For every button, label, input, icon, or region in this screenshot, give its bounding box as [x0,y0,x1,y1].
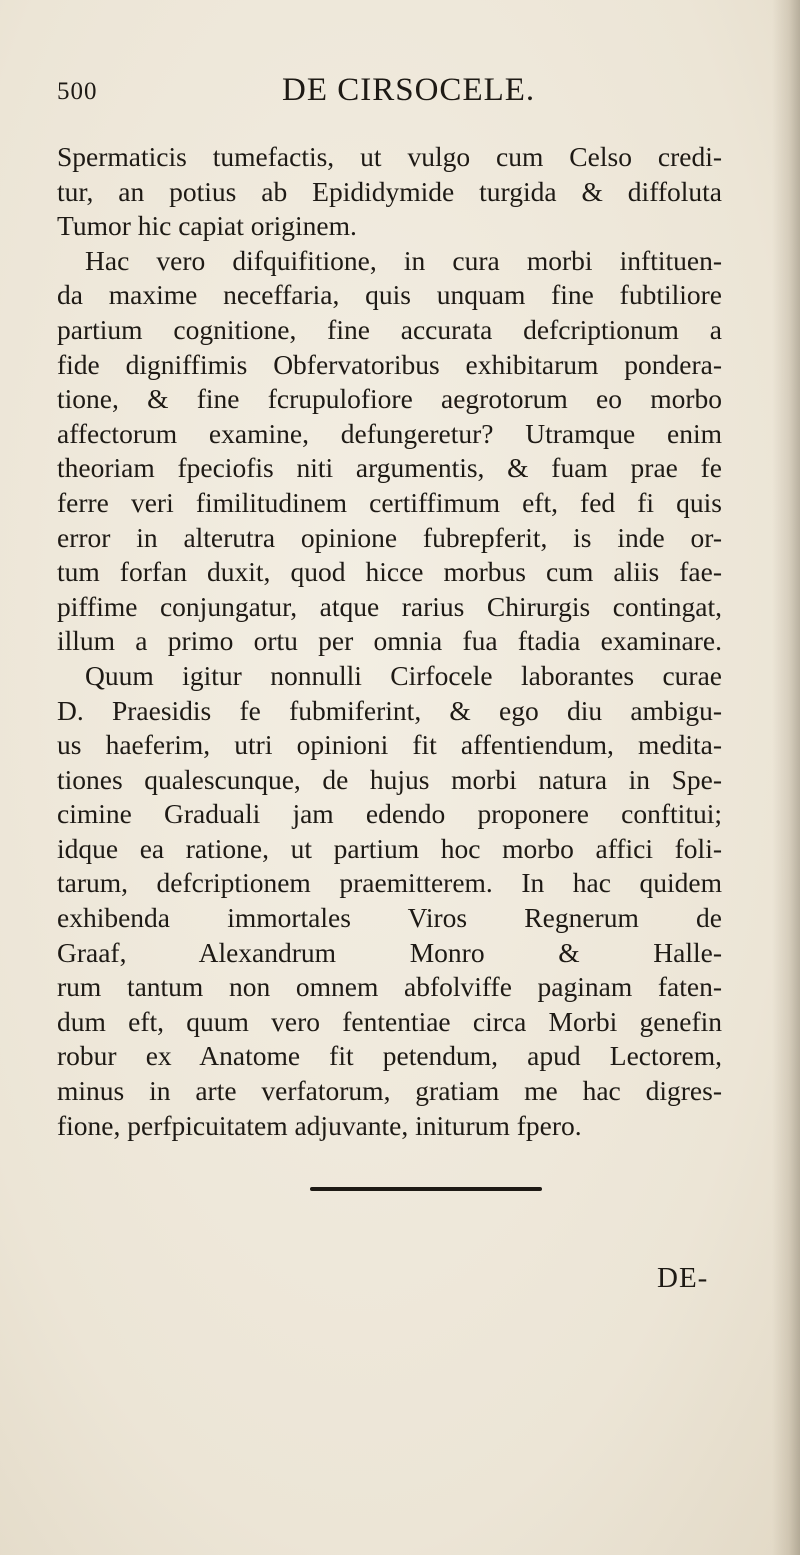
page-number: 500 [57,78,98,105]
text-line: robur ex Anatome fit petendum, apud Lectorem, [57,1040,722,1072]
text-line: dum eft, quum vero fententiae circa Morbi genefin [57,1005,722,1037]
running-title: DE CIRSOCELE. [282,72,536,108]
body-text [57,140,722,1143]
text-line: cimine Graduali jam edendo proponere conftitui; [57,798,722,830]
text-line: Hac vero difquifitione, in cura morbi inftituen- [85,244,722,276]
catchword: DE- [657,1262,709,1294]
running-head [57,72,717,112]
text-line: us haeferim, utri opinioni fit affentiendum, medita- [57,729,722,761]
text-line: D. Praesidis fe fubmiferint, & ego diu ambigu- [57,694,722,726]
text-line: piffime conjungatur, atque rarius Chirurgis contingat, [57,590,722,622]
text-line: tarum, defcriptionem praemitterem. In hac quidem [57,867,722,899]
text-line: tione, & fine fcrupulofiore aegrotorum eo morbo [57,383,722,415]
text-line: illum a primo ortu per omnia fua ftadia examinare. [57,625,722,657]
page-edge-shadow [772,0,800,1555]
text-line: exhibenda immortales Viros Regnerum de [57,902,722,934]
text-line: da maxime neceffaria, quis unquam fine fubtiliore [57,279,722,311]
text-line: partium cognitione, fine accurata defcriptionum a [57,313,722,345]
text-line: Spermaticis tumefactis, ut vulgo cum Celso credi- [57,141,722,172]
text-line: ferre veri fimilitudinem certiffimum eft, fed fi quis [57,486,722,518]
section-divider-rule [310,1187,542,1191]
text-line: error in alterutra opinione fubrepferit, is inde or- [57,521,722,553]
text-line: Quum igitur nonnulli Cirfocele laborantes curae [85,659,722,691]
text-line: tiones qualescunque, de hujus morbi natura in Spe- [57,763,722,795]
text-line: minus in arte verfatorum, gratiam me hac digres- [57,1075,722,1107]
text-line: Graaf, Alexandrum Monro & Halle- [57,936,722,968]
text-line: rum tantum non omnem abfolviffe paginam faten- [57,971,722,1003]
text-line: theoriam fpeciofis niti argumentis, & fuam prae fe [57,452,722,484]
text-line: tur, an potius ab Epididymide turgida & diffoluta [57,175,722,207]
text-line: fide digniffimis Obfervatoribus exhibitarum pondera- [57,348,722,380]
text-line: tum forfan duxit, quod hicce morbus cum aliis fae- [57,556,722,588]
text-line: affectorum examine, defungeretur? Utramque enim [57,417,722,449]
text-line: Tumor hic capiat originem. [57,210,357,242]
text-line: fione, perfpicuitatem adjuvante, initurum fpero. [57,1109,582,1141]
text-line: idque ea ratione, ut partium hoc morbo affici foli- [57,832,722,864]
